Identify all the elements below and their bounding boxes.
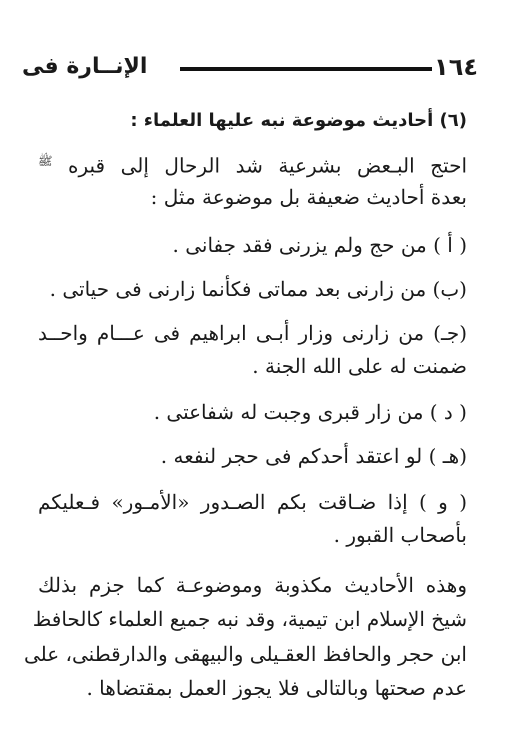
section-heading: (٦) أحاديث موضوعة نبه عليها العلماء : [130,110,467,131]
hadith-e: (هـ ) لو اعتقد أحدكم فى حجر لنفعه . [160,444,467,468]
hadith-b: (ب) من زارنى بعد مماتى فكأنما زارنى فى حياتى . [49,277,467,301]
conclusion-line-2: شيخ الإسلام ابن تيمية، وقد نبه جميع العلماء كالحافظ [32,607,467,631]
hadith-c-line-2: ضمنت له على الله الجنة . [252,354,467,378]
page-number: ١٦٤ [434,53,478,81]
conclusion-line-1: وهذه الأحاديث مكذوبة وموضوعـة كما جزم بذلك [38,573,467,597]
intro-text: احتج البـعض بشرعية شد الرحال إلى قبره [68,153,468,178]
hadith-f-line-2: بأصحاب القبور . [333,523,467,547]
header-rule [180,67,432,71]
hadith-c-line-1: (جـ) من زارنى وزار أبـى ابراهيم فى عـــام واحــد [38,321,467,345]
hadith-a: ( أ ) من حج ولم يزرنى فقد جفانى . [172,233,467,257]
hadith-f-line-1: ( و ) إذا ضـاقت بكم الصـدور «الأمـور» فـعليكم [38,490,467,514]
running-title: الإنــارة فى [22,54,148,79]
conclusion-line-4: عدم صحتها وبالتالى فلا يجوز العمل بمقتضاها . [86,676,467,700]
page-header [22,52,478,86]
conclusion-line-3: ابن حجر والحافظ العقـيلى والبيهقى والدارقطنى، على [23,642,467,666]
hadith-d: ( د ) من زار قبرى وجبت له شفاعتى . [153,400,467,424]
honorific-glyph: ﷺ [38,154,53,168]
intro-line-2: بعدة أحاديث ضعيفة بل موضوعة مثل : [150,185,467,209]
intro-line-1 [38,146,467,181]
